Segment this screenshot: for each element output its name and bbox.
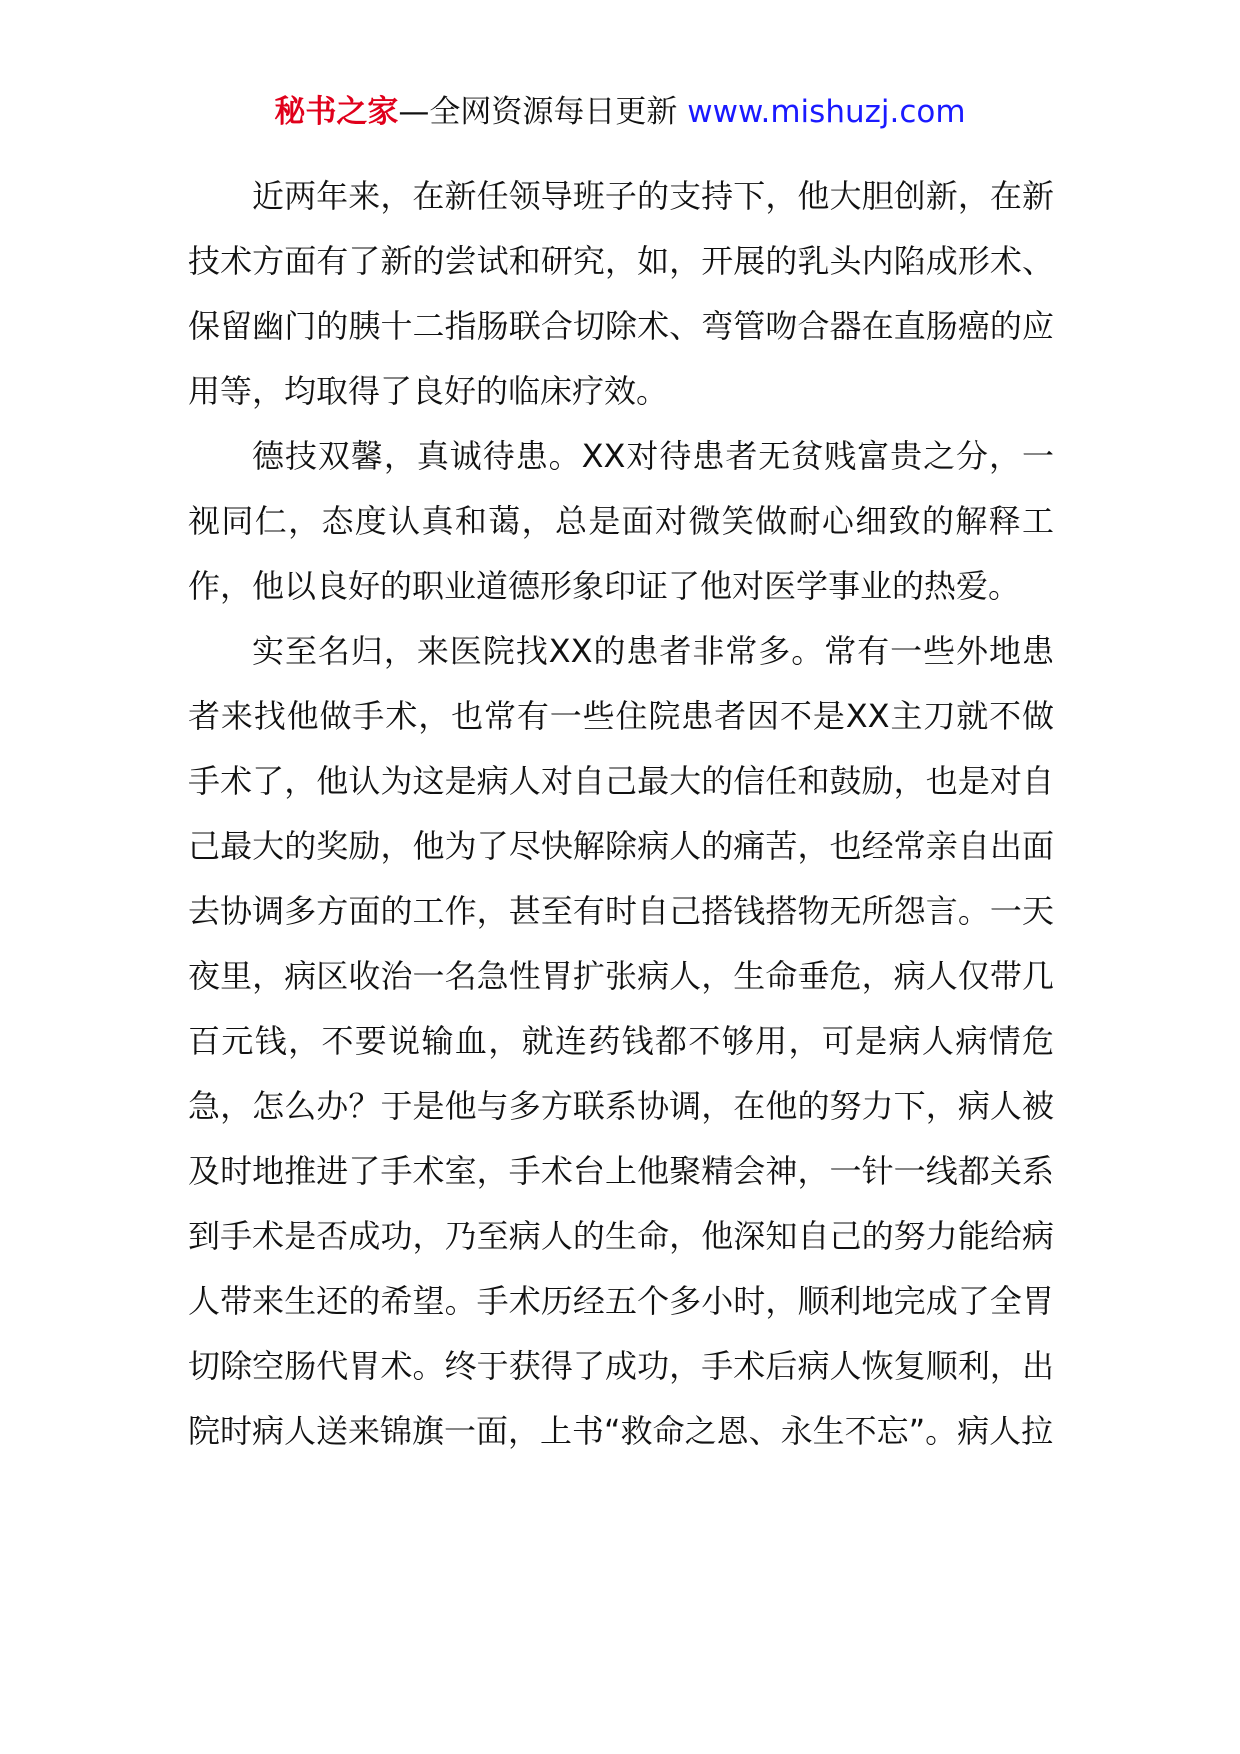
brand-name: 秘书之家 (274, 94, 399, 130)
document-body (188, 164, 1054, 1464)
header-tagline: —全网资源每日更新 (398, 94, 688, 130)
paragraph-innovation: 近两年来，在新任领导班子的支持下，他大胆创新，在新技术方面有了新的尝试和研究，如，开展的乳头内陷成形术、保留幽门的胰十二指肠联合切除术、弯管吻合器在直肠癌的应用等，均取得了良好的临床疗效。 (188, 177, 1054, 410)
paragraph-ethics: 德技双馨，真诚待患。XX对待患者无贫贱富贵之分，一视同仁，态度认真和蔼，总是面对微笑做耐心细致的解释工作，他以良好的职业道德形象印证了他对医学事业的热爱。 (188, 437, 1054, 605)
site-header (0, 92, 1240, 132)
site-url-link[interactable]: www.mishuzj.com (687, 94, 966, 130)
paragraph-patients: 实至名归，来医院找XX的患者非常多。常有一些外地患者来找他做手术，也常有一些住院患者因不是XX主刀就不做手术了，他认为这是病人对自己最大的信任和鼓励，也是对自己最大的奖励，他为了尽快解除病人的痛苦，也经常亲自出面去协调多方面的工作，甚至有时自己搭钱搭物无所怨言。一天夜里，病区收治一名急性胃扩张病人，生命垂危，病人仅带几百元钱，不要说输血，就连药钱都不够用，可是病人病情危急，怎么办？于是他与多方联系协调，在他的努力下，病人被及时地推进了手术室，手术台上他聚精会神，一针一线都关系到手术是否成功，乃至病人的生命，他深知自己的努力能给病人带来生还的希望。手术历经五个多小时，顺利地完成了全胃切除空肠代胃术。终于获得了成功，手术后病人恢复顺利，出院时病人送来锦旗一面，上书“救命之恩、永生不忘”。病人拉 (188, 632, 1054, 1450)
